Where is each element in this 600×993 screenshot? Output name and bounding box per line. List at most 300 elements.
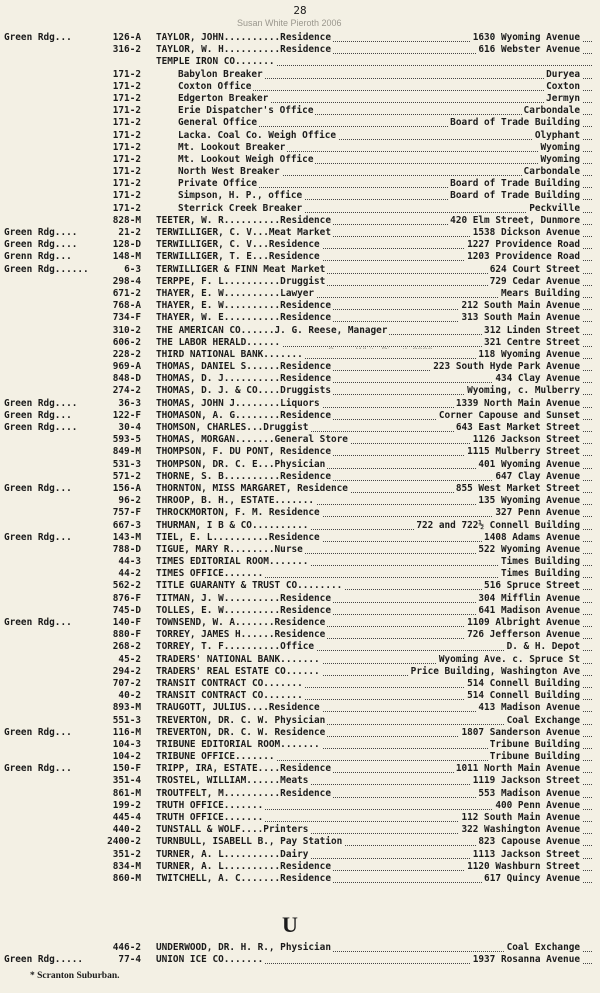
entry-text xyxy=(156,678,592,690)
subscriber-name: TOLLES, E. W..........Residence xyxy=(156,604,331,616)
subscriber-name: THOMAS, MORGAN.......General Store xyxy=(156,434,348,446)
directory-entry xyxy=(0,93,600,105)
directory-entry xyxy=(0,800,600,812)
phone-number: 40-2 xyxy=(118,690,141,702)
address: 401 Wyoming Avenue xyxy=(478,458,580,470)
entry-text xyxy=(156,56,592,68)
subscriber-name: TRANSIT CONTRACT CO....... xyxy=(156,677,303,689)
subscriber-name: TIMES EDITORIAL ROOM....... xyxy=(156,556,309,568)
address: Duryea xyxy=(546,68,580,80)
subscriber-name: THOMPSON, DR. C. E...Physician xyxy=(156,458,326,470)
entry-text xyxy=(156,580,592,592)
subscriber-name: Babylon Breaker xyxy=(178,68,263,80)
phone-number: 671-2 xyxy=(112,287,141,299)
directory-entry xyxy=(0,580,600,592)
phone-number: 667-3 xyxy=(112,519,141,531)
entry-text xyxy=(156,507,592,519)
entry-text xyxy=(156,641,592,653)
entry-text xyxy=(156,727,592,739)
subscriber-name: TRANSIT CONTRACT CO....... xyxy=(156,690,303,702)
directory-entry xyxy=(0,812,600,824)
subscriber-name: THORNTON, MISS MARGARET, Residence xyxy=(156,482,348,494)
subscriber-name: UNION ICE CO....... xyxy=(156,954,264,966)
phone-number: 140-F xyxy=(112,617,141,628)
phone-number: 199-2 xyxy=(112,799,141,811)
entry-text xyxy=(178,190,592,202)
entry-text xyxy=(156,532,592,544)
directory-entry xyxy=(0,190,600,202)
subscriber-name: THROCKMORTON, F. M. Residence xyxy=(156,507,320,519)
subscriber-name: TERPPE, F. L..........Druggist xyxy=(156,275,326,287)
phone-number: 171-2 xyxy=(112,129,141,141)
entry-text xyxy=(156,654,592,666)
exchange-label: Green Rdg... xyxy=(4,32,72,43)
directory-entry xyxy=(0,56,600,68)
subscriber-name: TOWNSEND, W. A.......Residence xyxy=(156,617,326,628)
entry-text xyxy=(178,130,592,142)
entry-text xyxy=(156,751,592,763)
entry-text xyxy=(156,812,592,824)
subscriber-name: TRIBUNE EDITORIAL ROOM....... xyxy=(156,738,320,750)
address: Board of Trade Building xyxy=(450,117,580,129)
entry-text xyxy=(156,227,592,239)
directory-entry xyxy=(0,105,600,117)
exchange-label: Green Rdg... xyxy=(4,482,72,494)
subscriber-name: TURNBULL, ISABELL B., Pay Station xyxy=(156,836,343,848)
subscriber-name: TUNSTALL & WOLF....Printers xyxy=(156,824,309,836)
entry-text xyxy=(156,520,592,532)
phone-number: 126-A xyxy=(112,32,141,43)
subscriber-name: TURNER, A. L..........Dairy xyxy=(156,848,309,860)
address: 729 Cedar Avenue xyxy=(489,275,580,287)
subscriber-name: THOMAS, D. J. & CO....Druggists xyxy=(156,385,331,397)
subscriber-name: TEMPLE IRON CO....... xyxy=(156,56,275,68)
entry-text xyxy=(156,568,592,580)
directory-entry xyxy=(0,349,600,361)
exchange-label: Green Rdg.... xyxy=(4,422,78,433)
address: 823 Capouse Avenue xyxy=(478,836,580,848)
phone-number: 734-F xyxy=(112,312,141,324)
phone-number: 551-3 xyxy=(112,714,141,726)
address: Price Building, Washington Ave xyxy=(410,665,580,677)
entry-text xyxy=(156,788,592,800)
subscriber-name: Edgerton Breaker xyxy=(178,92,269,104)
exchange-label: Green Rdg..... xyxy=(4,954,84,966)
subscriber-name: THOMAS, D. J..........Residence xyxy=(156,373,331,385)
subscriber-name: THE LABOR HERALD...... xyxy=(156,336,281,348)
phone-number: 828-M xyxy=(112,214,141,226)
phone-number: 969-A xyxy=(112,361,141,373)
page-number: 28 xyxy=(293,4,307,17)
directory-entry xyxy=(0,239,600,251)
subscriber-name: Erie Dispatcher's Office xyxy=(178,105,314,117)
entry-text xyxy=(178,93,592,105)
address: 514 Connell Building xyxy=(467,690,580,702)
entry-text xyxy=(156,349,592,361)
exchange-label: Green Rdg... xyxy=(4,763,72,775)
subscriber-name: THOMAS, DANIEL S......Residence xyxy=(156,361,331,373)
directory-entry xyxy=(0,568,600,580)
entry-text xyxy=(156,873,592,885)
address: Coxton xyxy=(546,80,580,92)
address: 1630 Wyoming Avenue xyxy=(472,32,580,43)
directory-entry xyxy=(0,702,600,714)
directory-entry xyxy=(0,751,600,763)
address: Carbondale xyxy=(523,105,580,117)
subscriber-name: General Office xyxy=(178,117,258,129)
subscriber-name: THIRD NATIONAL BANK....... xyxy=(156,348,303,360)
phone-number: 531-3 xyxy=(112,458,141,470)
directory-entry xyxy=(0,775,600,787)
phone-number: 228-2 xyxy=(112,348,141,360)
subscriber-name: Simpson, H. P., office xyxy=(178,190,303,202)
subscriber-name: THAYER, E. W..........Lawyer xyxy=(156,287,315,299)
directory-entry xyxy=(0,44,600,56)
entry-text xyxy=(156,739,592,751)
entry-text xyxy=(156,593,592,605)
phone-number: 143-M xyxy=(112,531,141,543)
address: Peckville xyxy=(529,202,580,214)
phone-number: 768-A xyxy=(112,300,141,312)
entry-text xyxy=(156,44,592,56)
address: 1937 Rosanna Avenue xyxy=(472,954,580,966)
address: 722 and 722½ Connell Building xyxy=(416,519,580,531)
subscriber-name: TAYLOR, W. H..........Residence xyxy=(156,44,331,56)
subscriber-name: TERWILLIGER & FINN Meat Market xyxy=(156,263,326,275)
directory-entry xyxy=(0,471,600,483)
subscriber-name: TREVERTON, DR. C. W. Physician xyxy=(156,714,326,726)
phone-number: 268-2 xyxy=(112,641,141,653)
entry-text xyxy=(156,312,592,324)
exchange-label: Green Rdg... xyxy=(4,617,72,628)
phone-number: 446-2 xyxy=(112,942,141,953)
phone-number: 96-2 xyxy=(118,495,141,507)
subscriber-name: TROUTFELT, M..........Residence xyxy=(156,787,331,799)
directory-entry xyxy=(0,593,600,605)
entry-text xyxy=(156,361,592,373)
subscriber-name: THURMAN, I B & CO.......... xyxy=(156,519,309,531)
address: 1109 Albright Avenue xyxy=(467,617,580,628)
exchange-label: Green Rdg...... xyxy=(4,263,89,275)
directory-entry xyxy=(0,130,600,142)
entry-text xyxy=(156,239,592,251)
subscriber-name: TRUTH OFFICE....... xyxy=(156,812,264,823)
subscriber-name: TEETER, W. R..........Residence xyxy=(156,214,331,226)
subscriber-name: THOMAS, JOHN J........Liquors xyxy=(156,397,320,409)
address: 1120 Washburn Street xyxy=(467,860,580,872)
subscriber-name: THORNE, S. B..........Residence xyxy=(156,470,331,482)
entry-text xyxy=(156,824,592,836)
directory-entry xyxy=(0,227,600,239)
directory-entry xyxy=(0,727,600,739)
phone-number: 707-2 xyxy=(112,677,141,689)
address: 1339 North Main Avenue xyxy=(455,397,580,409)
address: 118 Wyoming Avenue xyxy=(478,348,580,360)
directory-entry xyxy=(0,178,600,190)
address: 223 South Hyde Park Avenue xyxy=(433,361,580,373)
directory-entry xyxy=(0,410,600,422)
directory-entry xyxy=(0,495,600,507)
subscriber-name: THROOP, B. H., ESTATE....... xyxy=(156,495,315,507)
address: Tribune Building xyxy=(489,751,580,763)
entry-text xyxy=(156,215,592,227)
address: 514 Connell Building xyxy=(467,677,580,689)
address: 112 South Main Avenue xyxy=(461,812,580,823)
entry-text xyxy=(156,666,592,678)
directory-entry xyxy=(0,446,600,458)
address: 420 Elm Street, Dunmore xyxy=(450,214,580,226)
entry-text xyxy=(156,544,592,556)
address: 304 Mifflin Avenue xyxy=(478,592,580,604)
address: 1113 Jackson Street xyxy=(472,848,580,860)
phone-number: 316-2 xyxy=(112,44,141,56)
directory-entry xyxy=(0,954,600,966)
footnote: * Scranton Suburban. xyxy=(30,971,120,981)
phone-number: 571-2 xyxy=(112,470,141,482)
address: 616 Webster Avenue xyxy=(478,44,580,56)
subscriber-name: THE AMERICAN CO......J. G. Reese, Manager xyxy=(156,324,388,336)
subscriber-name: Lacka. Coal Co. Weigh Office xyxy=(178,129,337,141)
phone-number: 150-F xyxy=(112,763,141,775)
address: 135 Wyoming Avenue xyxy=(478,495,580,507)
exchange-label: Grenn Rdg... xyxy=(4,251,72,263)
directory-entry xyxy=(0,605,600,617)
subscriber-name: THAYER, W. E..........Residence xyxy=(156,312,331,324)
address: Times Building xyxy=(500,568,580,580)
entry-text xyxy=(156,483,592,495)
watermark: Susan White Pieroth 2006 xyxy=(237,18,342,28)
phone-number: 171-2 xyxy=(112,117,141,129)
directory-entry xyxy=(0,264,600,276)
directory-entry xyxy=(0,288,600,300)
entry-text xyxy=(156,954,592,966)
subscriber-name: THAYER, E. W..........Residence xyxy=(156,300,331,312)
phone-number: 6-3 xyxy=(124,263,141,275)
phone-number: 351-4 xyxy=(112,775,141,787)
phone-number: 849-M xyxy=(112,446,141,458)
phone-number: 171-2 xyxy=(112,92,141,104)
address: 327 Penn Avenue xyxy=(495,507,580,519)
exchange-label: Green Rdg... xyxy=(4,726,72,738)
subscriber-name: TRADERS' REAL ESTATE CO...... xyxy=(156,665,320,677)
address: Board of Trade Building xyxy=(450,190,580,202)
entry-text xyxy=(178,178,592,190)
phone-number: 171-2 xyxy=(112,68,141,80)
directory-entry xyxy=(0,203,600,215)
exchange-label: Green Rdg.... xyxy=(4,239,78,251)
subscriber-name: TORREY, JAMES H......Residence xyxy=(156,629,326,641)
subscriber-name: Mt. Lookout Breaker xyxy=(178,141,286,153)
address: Wyoming, c. Mulberry xyxy=(467,385,580,397)
subscriber-name: TURNER, A. L..........Residence xyxy=(156,860,331,872)
entry-text xyxy=(156,836,592,848)
address: 617 Quincy Avenue xyxy=(484,872,580,884)
directory-entry xyxy=(0,434,600,446)
entry-text xyxy=(156,775,592,787)
subscriber-name: THOMPSON, F. DU PONT, Residence xyxy=(156,446,331,458)
entry-text xyxy=(156,459,592,471)
directory-entry xyxy=(0,142,600,154)
directory-entry xyxy=(0,215,600,227)
address: Coal Exchange xyxy=(506,942,580,953)
entry-text xyxy=(156,800,592,812)
address: 516 Spruce Street xyxy=(484,580,580,592)
phone-number: 21-2 xyxy=(118,227,141,238)
entry-text xyxy=(156,556,592,568)
entry-text xyxy=(156,446,592,458)
phone-number: 128-D xyxy=(112,239,141,251)
entry-text xyxy=(156,434,592,446)
directory-entry xyxy=(0,544,600,556)
subscriber-name: TRADERS' NATIONAL BANK....... xyxy=(156,653,320,665)
subscriber-name: TRIPP, IRA, ESTATE....Residence xyxy=(156,763,331,775)
phone-number: 30-4 xyxy=(118,422,141,433)
address: Corner Capouse and Sunset xyxy=(438,409,580,421)
entry-text xyxy=(156,942,592,954)
directory-entry xyxy=(0,849,600,861)
phone-number: 122-F xyxy=(112,409,141,421)
entry-text xyxy=(156,629,592,641)
directory-entry xyxy=(0,385,600,397)
directory-entry xyxy=(0,276,600,288)
address: 522 Wyoming Avenue xyxy=(478,543,580,555)
directory-entry xyxy=(0,836,600,848)
phone-number: 745-D xyxy=(112,604,141,616)
directory-entry xyxy=(0,166,600,178)
address: 1115 Mulberry Street xyxy=(467,446,580,458)
address: Tribune Building xyxy=(489,738,580,750)
phone-number: 788-D xyxy=(112,543,141,555)
directory-entry xyxy=(0,715,600,727)
subscriber-name: UNDERWOOD, DR. H. R., Physician xyxy=(156,942,331,953)
phone-number: 274-2 xyxy=(112,385,141,397)
subscriber-name: THOMSON, CHARLES...Druggist xyxy=(156,422,309,433)
directory-entry xyxy=(0,251,600,263)
address: 1126 Jackson Street xyxy=(472,434,580,446)
phone-number: 171-2 xyxy=(112,166,141,178)
entry-text xyxy=(178,166,592,178)
address: Carbondale xyxy=(523,166,580,178)
subscriber-name: TRAUGOTT, JULIUS....Residence xyxy=(156,702,320,714)
phone-number: 156-A xyxy=(112,482,141,494)
subscriber-name: TWITCHELL, A. C.......Residence xyxy=(156,872,331,884)
directory-entry xyxy=(0,654,600,666)
phone-number: 171-2 xyxy=(112,105,141,117)
address: 1203 Providence Road xyxy=(467,251,580,263)
address: Times Building xyxy=(500,556,580,568)
subscriber-name: TIGUE, MARY R........Nurse xyxy=(156,543,303,555)
directory-entry xyxy=(0,300,600,312)
entry-text xyxy=(156,849,592,861)
phone-number: 860-M xyxy=(112,872,141,884)
exchange-label: Green Rdg... xyxy=(4,531,72,543)
entry-text xyxy=(178,105,592,117)
entry-text xyxy=(156,325,592,337)
phone-number: 861-M xyxy=(112,787,141,799)
phone-number: 562-2 xyxy=(112,580,141,592)
entry-text xyxy=(156,422,592,434)
subscriber-name: TERWILLIGER, C. V...Residence xyxy=(156,239,320,251)
address: Wyoming xyxy=(540,141,580,153)
address: 647 Clay Avenue xyxy=(495,470,580,482)
directory-entry xyxy=(0,666,600,678)
address: 641 Madison Avenue xyxy=(478,604,580,616)
address: 1538 Dickson Avenue xyxy=(472,227,580,238)
subscriber-name: Private Office xyxy=(178,178,258,190)
entry-text xyxy=(156,617,592,629)
entry-text xyxy=(156,32,592,44)
phone-number: 44-2 xyxy=(118,568,141,580)
phone-number: 171-2 xyxy=(112,80,141,92)
address: 434 Clay Avenue xyxy=(495,373,580,385)
address: 322 Washington Avenue xyxy=(461,824,580,836)
directory-entry xyxy=(0,763,600,775)
entry-text xyxy=(178,142,592,154)
phone-number: 593-5 xyxy=(112,434,141,446)
address: 312 Linden Street xyxy=(484,324,580,336)
directory-entry xyxy=(0,69,600,81)
directory-entry xyxy=(0,824,600,836)
entry-text xyxy=(156,715,592,727)
subscriber-name: TREVERTON, DR. C. W. Residence xyxy=(156,726,326,738)
entry-text xyxy=(156,288,592,300)
entry-text xyxy=(156,373,592,385)
address: 553 Madison Avenue xyxy=(478,787,580,799)
phone-number: 848-D xyxy=(112,373,141,385)
subscriber-name: TIMES OFFICE....... xyxy=(156,568,264,580)
directory-entry xyxy=(0,373,600,385)
entry-text xyxy=(156,251,592,263)
subscriber-name: TERWILLIGER, C. V...Meat Market xyxy=(156,227,331,238)
phone-number: 876-F xyxy=(112,592,141,604)
entry-text xyxy=(178,154,592,166)
address: 1807 Sanderson Avenue xyxy=(461,726,580,738)
directory-entry xyxy=(0,617,600,629)
phone-number: 171-2 xyxy=(112,190,141,202)
subscriber-name: THOMASON, A. G........Residence xyxy=(156,409,331,421)
phone-number: 880-F xyxy=(112,629,141,641)
phone-number: 606-2 xyxy=(112,336,141,348)
subscriber-name: TIEL, E. L..........Residence xyxy=(156,531,320,543)
entry-text xyxy=(156,410,592,422)
directory-entry xyxy=(0,507,600,519)
entry-text xyxy=(156,861,592,873)
address: Coal Exchange xyxy=(506,714,580,726)
entry-text xyxy=(156,471,592,483)
directory-entry xyxy=(0,32,600,44)
directory-entry xyxy=(0,422,600,434)
directory-entry xyxy=(0,861,600,873)
address: 413 Madison Avenue xyxy=(478,702,580,714)
address: 1011 North Main Avenue xyxy=(455,763,580,775)
directory-listing xyxy=(0,32,600,885)
subscriber-name: TORREY, T. F..........Office xyxy=(156,641,315,653)
phone-number: 294-2 xyxy=(112,665,141,677)
directory-entry xyxy=(0,629,600,641)
exchange-label: Green Rdg... xyxy=(4,409,72,421)
subscriber-name: TITLE GUARANTY & TRUST CO........ xyxy=(156,580,343,592)
address: 643 East Market Street xyxy=(455,422,580,433)
subscriber-name: TRIBUNE OFFICE....... xyxy=(156,751,275,763)
entry-text xyxy=(156,337,592,349)
phone-number: 171-2 xyxy=(112,178,141,190)
address: 855 West Market Street xyxy=(455,482,580,494)
directory-entry xyxy=(0,556,600,568)
exchange-label: Green Rdg.... xyxy=(4,227,78,238)
directory-entry xyxy=(0,873,600,885)
address: Jermyn xyxy=(546,92,580,104)
phone-number: 77-4 xyxy=(118,954,141,966)
